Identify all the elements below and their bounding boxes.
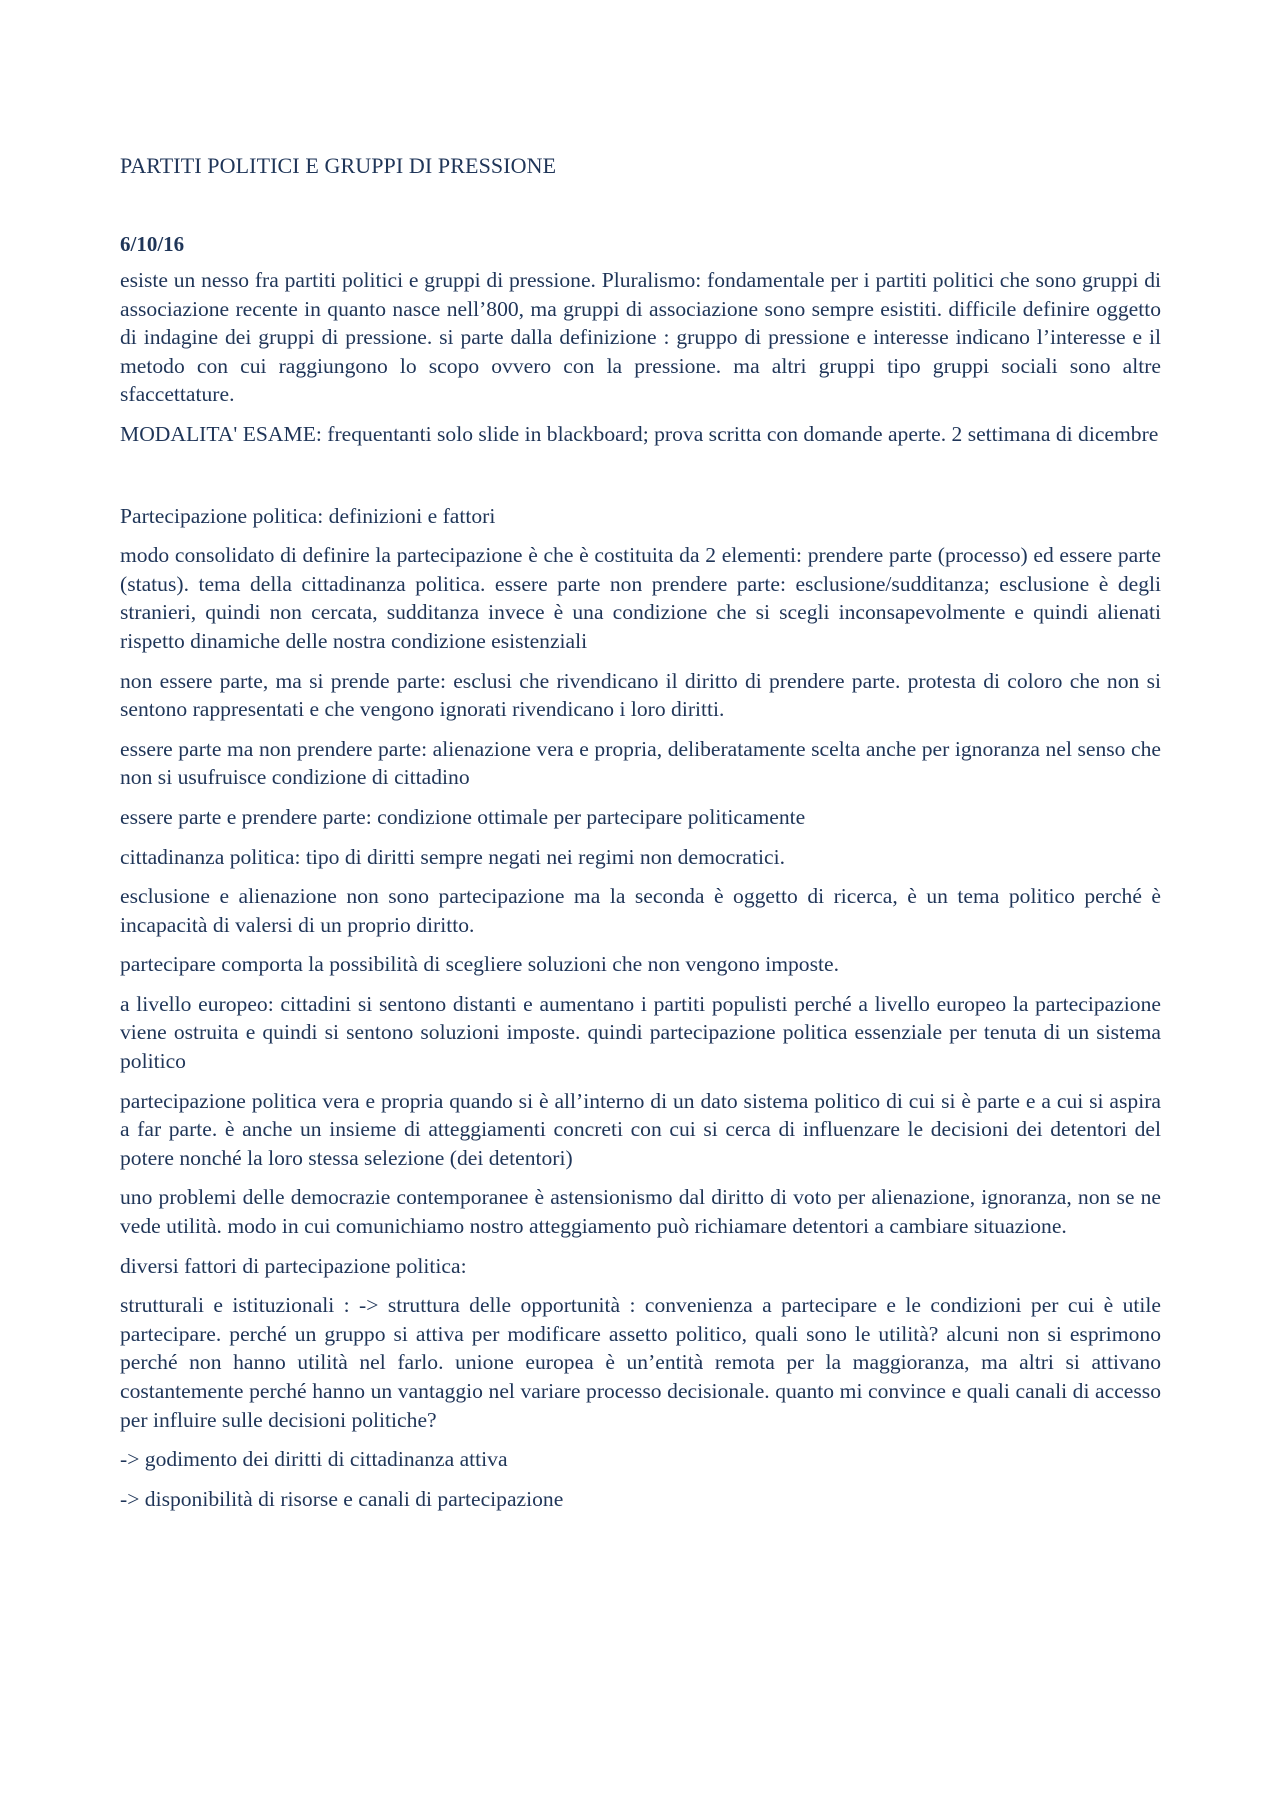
paragraph-exam-mode: MODALITA' ESAME: frequentanti solo slide in blackboard; prova scritta con domande aperte. 2 settimana di dicembre	[120, 421, 1159, 446]
lecture-date: 6/10/16	[120, 232, 185, 256]
list-item-resources-channels: -> disponibilità di risorse e canali di partecipazione	[120, 1486, 564, 1511]
paragraph-being-part-not-taking-part: essere parte ma non prendere parte: alienazione vera e propria, deliberatamente scelta anche per ignoranza nel senso che non si usufruisce condizione di cittadino	[120, 736, 1161, 790]
paragraph-citizenship: cittadinanza politica: tipo di diritti sempre negati nei regimi non democratici.	[120, 844, 785, 869]
paragraph-intro: esiste un nesso fra partiti politici e gruppi di pressione. Pluralismo: fondamentale per i partiti politici che sono gruppi di associazione recente in quanto nasce nell’800, ma gruppi di associazione sono sempre esistiti. difficile definire oggetto di indagine dei gruppi di pressione. si parte dalla definizione : gruppo di pressione e interesse indicano l’interesse e il metodo con cui raggiungono lo scopo ovvero con la pressione. ma altri gruppi tipo gruppi sociali sono altre sfaccettature.	[120, 268, 1161, 407]
paragraph-optimal-condition: essere parte e prendere parte: condizione ottimale per partecipare politicamente	[120, 804, 806, 829]
section-heading-participation: Partecipazione politica: definizioni e fattori	[120, 503, 496, 528]
spacer	[120, 460, 1161, 502]
paragraph-choosing-solutions: partecipare comporta la possibilità di scegliere soluzioni che non vengono imposte.	[120, 952, 839, 977]
paragraph-structural-factors: strutturali e istituzionali : -> struttura delle opportunità : convenienza a partecipare e le condizioni per cui è utile partecipare. perché un gruppo si attiva per modificare assetto politico, quali sono le utilità? alcuni non si esprimono perché non hanno utilità nel farlo. unione europea è un’entità remota per la maggioranza, ma altri si attivano costantemente perché hanno un vantaggio nel variare processo decisionale. quanto mi convince e quali canali di accesso per influire sulle decisioni politiche?	[120, 1293, 1161, 1432]
paragraph-not-being-part: non essere parte, ma si prende parte: esclusi che rivendicano il diritto di prendere parte. protesta di coloro che non si sentono rappresentati e che vengono ignorati rivendicano i loro diritti.	[120, 668, 1161, 722]
paragraph-factors-heading: diversi fattori di partecipazione politica:	[120, 1253, 467, 1278]
paragraph-definition: modo consolidato di definire la partecipazione è che è costituita da 2 elementi: prendere parte (processo) ed essere parte (status). tema della cittadinanza politica. essere parte non prendere parte: esclusione/sudditanza; esclusione è degli stranieri, quindi non cercata, sudditanza invece è una condizione che si scegli inconsapevolmente e quindi alienati rispetto dinamiche delle nostra condizione esistenziali	[120, 543, 1161, 653]
paragraph-true-participation: partecipazione politica vera e propria quando si è all’interno di un dato sistema politico di cui si è parte e a cui si aspira a far parte. è anche un insieme di atteggiamenti concreti con cui si cerca di influenzare le decisioni dei detentori del potere nonché la loro stessa selezione (dei detentori)	[120, 1088, 1161, 1170]
paragraph-exclusion-alienation: esclusione e alienazione non sono partecipazione ma la seconda è oggetto di ricerca, è un tema politico perché è incapacità di valersi di un proprio diritto.	[120, 884, 1161, 937]
document-body	[120, 266, 1161, 1524]
paragraph-european-level: a livello europeo: cittadini si sentono distanti e aumentano i partiti populisti perché a livello europeo la partecipazione viene ostruita e quindi si sentono soluzioni imposte. quindi partecipazione politica essenziale per tenuta di un sistema politico	[120, 991, 1161, 1074]
list-item-active-citizenship: -> godimento dei diritti di cittadinanza attiva	[120, 1447, 508, 1472]
document-title: PARTITI POLITICI E GRUPPI DI PRESSIONE	[120, 153, 557, 178]
paragraph-abstention: uno problemi delle democrazie contemporanee è astensionismo dal diritto di voto per alienazione, ignoranza, non se ne vede utilità. modo in cui comunichiamo nostro atteggiamento può richiamare detentori a cambiare situazione.	[120, 1185, 1161, 1239]
